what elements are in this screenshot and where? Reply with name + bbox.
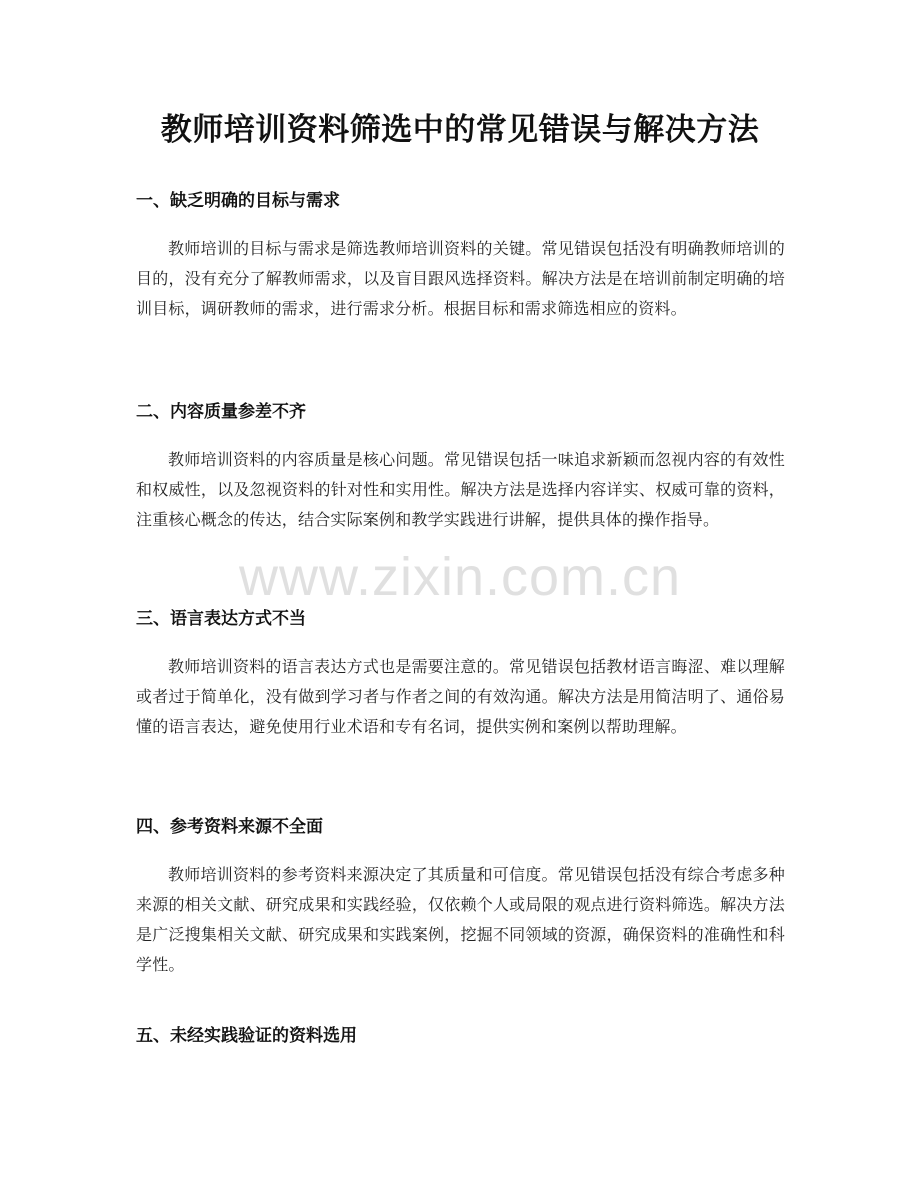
section-heading-3: 三、语言表达方式不当 (136, 609, 306, 629)
section-heading-5: 五、未经实践验证的资料选用 (136, 1026, 357, 1046)
section-heading-4: 四、参考资料来源不全面 (136, 817, 323, 837)
section-paragraph-2: 教师培训资料的内容质量是核心问题。常见错误包括一味追求新颖而忽视内容的有效性和权威性，以及忽视资料的针对性和实用性。解决方法是选择内容详实、权威可靠的资料，注重核心概念的传达，结合实际案例和教学实践进行讲解，提供具体的操作指导。 (136, 450, 785, 529)
section-paragraph-1: 教师培训的目标与需求是筛选教师培训资料的关键。常见错误包括没有明确教师培训的目的，没有充分了解教师需求，以及盲目跟风选择资料。解决方法是在培训前制定明确的培训目标，调研教师的需求，进行需求分析。根据目标和需求筛选相应的资料。 (136, 239, 785, 318)
section-paragraph-4: 教师培训资料的参考资料来源决定了其质量和可信度。常见错误包括没有综合考虑多种来源的相关文献、研究成果和实践经验，仅依赖个人或局限的观点进行资料筛选。解决方法是广泛搜集相关文献、研究成果和实践案例，挖掘不同领域的资源，确保资料的准确性和科学性。 (136, 865, 785, 974)
section-heading-1: 一、缺乏明确的目标与需求 (136, 191, 340, 211)
section-heading-2: 二、内容质量参差不齐 (136, 402, 306, 422)
section-paragraph-3: 教师培训资料的语言表达方式也是需要注意的。常见错误包括教材语言晦涩、难以理解或者过于简单化，没有做到学习者与作者之间的有效沟通。解决方法是用简洁明了、通俗易懂的语言表达，避免使用行业术语和专有名词，提供实例和案例以帮助理解。 (136, 657, 785, 736)
watermark-text: www.zixin.com.cn (238, 547, 682, 607)
document-title: 教师培训资料筛选中的常见错误与解决方法 (160, 112, 760, 148)
